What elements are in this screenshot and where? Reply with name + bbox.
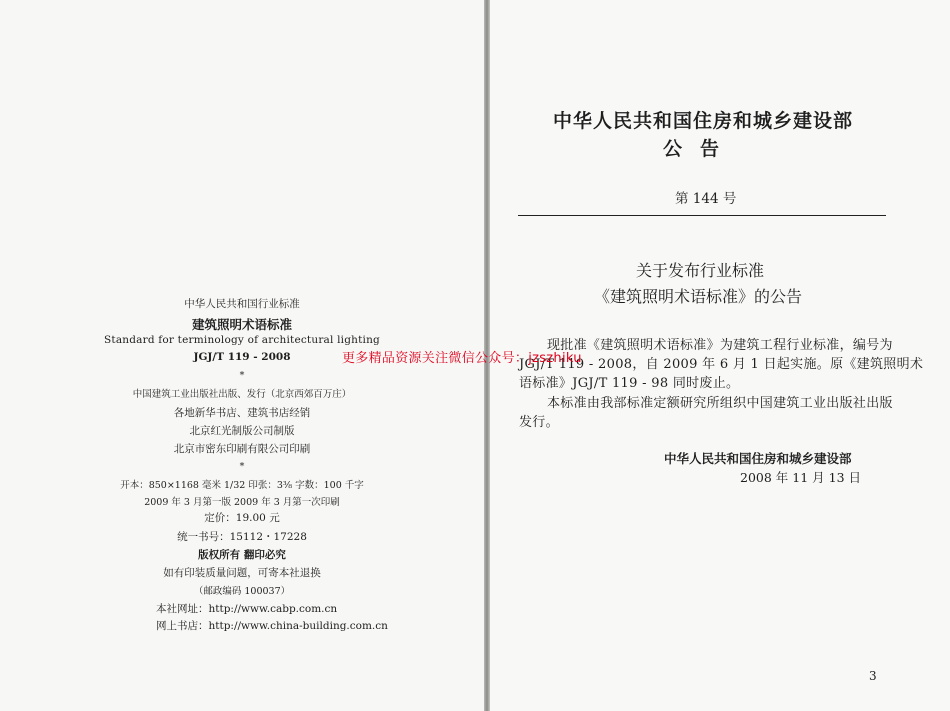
quality-note-line: 如有印装质量问题，可寄本社退换 — [163, 567, 321, 579]
standard-title-cn: 建筑照明术语标准 — [191, 317, 292, 332]
website-line: 本社网址：http://www.cabp.com.cn — [156, 603, 338, 615]
standard-category: 中华人民共和国行业标准 — [184, 298, 300, 310]
signature-date: 2008 年 11 月 13 日 — [740, 470, 861, 485]
header-rule — [518, 215, 886, 216]
body-paragraph-1-line-1: 现批准《建筑照明术语标准》为建筑工程行业标准，编号为 — [547, 338, 893, 353]
price-line: 定价：19.00 元 — [204, 512, 280, 524]
body-paragraph-2-line-1: 本标准由我部标准定额研究所组织中国建筑工业出版社出版 — [547, 396, 893, 411]
page-number: 3 — [869, 669, 877, 683]
body-paragraph-2-line-2: 发行。 — [519, 415, 559, 430]
standard-title-en: Standard for terminology of architectural lighting — [104, 334, 380, 346]
edition-line: 2009 年 3 月第一版 2009 年 3 月第一次印刷 — [144, 497, 340, 508]
format-line: 开本：850×1168 毫米 1/32 印张：3⅜ 字数：100 千字 — [120, 480, 364, 491]
watermark-text: 更多精品资源关注微信公众号：jzszhiku — [342, 351, 582, 366]
isbn-line: 统一书号：15112・17228 — [177, 531, 307, 543]
separator-star-2: * — [239, 461, 245, 472]
issue-number: 第 144 号 — [675, 191, 737, 207]
copyright-line: 版权所有 翻印必究 — [198, 549, 286, 561]
subject-line-1: 关于发布行业标准 — [636, 261, 765, 280]
publisher-line: 中国建筑工业出版社出版、发行（北京西郊百万庄） — [132, 389, 352, 400]
postcode-line: （邮政编码 100037） — [193, 586, 291, 597]
distributor-line: 各地新华书店、建筑书店经销 — [173, 407, 311, 419]
body-paragraph-1-line-3: 语标准》JGJ/T 119 - 98 同时废止。 — [519, 376, 740, 391]
signature-ministry: 中华人民共和国住房和城乡建设部 — [664, 451, 852, 466]
notice-heading: 公告 — [663, 138, 738, 160]
body-paragraph-1-line-2: JGJ/T 119 - 2008，自 2009 年 6 月 1 日起实施。原《建筑照明术 — [519, 357, 924, 372]
subject-line-2: 《建筑照明术语标准》的公告 — [594, 287, 803, 306]
separator-star-1: * — [239, 370, 245, 381]
ministry-heading: 中华人民共和国住房和城乡建设部 — [553, 110, 854, 132]
standard-code: JGJ/T 119 - 2008 — [193, 351, 291, 363]
plate-maker-line: 北京红光制版公司制版 — [189, 425, 295, 437]
bookstore-line: 网上书店：http://www.china-building.com.cn — [156, 620, 388, 632]
printer-line: 北京市密东印刷有限公司印刷 — [173, 443, 311, 455]
